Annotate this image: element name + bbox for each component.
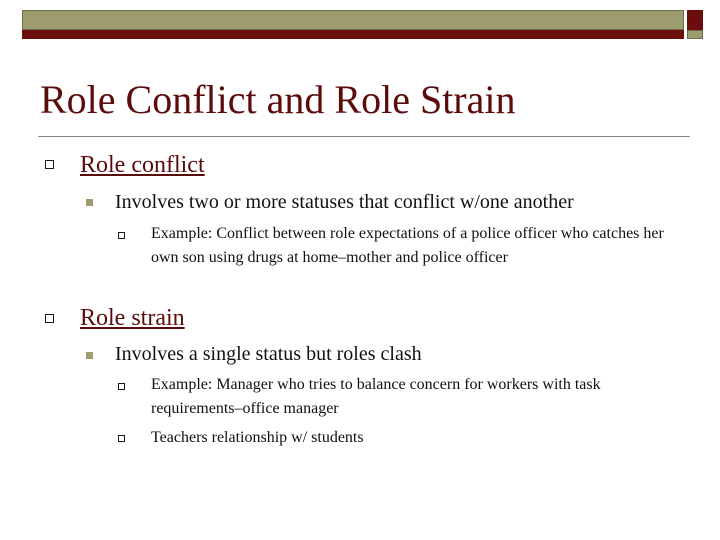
filled-square-bullet-icon bbox=[86, 199, 93, 206]
section-subpoint: Example: Conflict between role expectations of a police officer who catches her own son using drugs at home–mother and police officer bbox=[151, 225, 664, 266]
title-divider bbox=[38, 136, 690, 137]
section-heading-role-strain: Role strain bbox=[80, 305, 185, 331]
section-heading-role-conflict: Role conflict bbox=[80, 152, 205, 178]
header-red-bar bbox=[22, 30, 684, 39]
section-subpoint: Teachers relationship w/ students bbox=[151, 429, 364, 446]
small-hollow-square-bullet-icon bbox=[118, 435, 125, 442]
filled-square-bullet-icon bbox=[86, 352, 93, 359]
section-point: Involves two or more statuses that conflict w/one another bbox=[115, 191, 574, 213]
section-subpoint: Example: Manager who tries to balance concern for workers with task requirements–office manager bbox=[151, 376, 601, 417]
header-corner-square-top bbox=[687, 10, 703, 30]
small-hollow-square-bullet-icon bbox=[118, 232, 125, 239]
hollow-square-bullet-icon bbox=[45, 314, 54, 323]
hollow-square-bullet-icon bbox=[45, 160, 54, 169]
small-hollow-square-bullet-icon bbox=[118, 383, 125, 390]
section-point: Involves a single status but roles clash bbox=[115, 343, 422, 365]
header-corner-square-bottom bbox=[687, 30, 703, 39]
slide-title: Role Conflict and Role Strain bbox=[40, 77, 516, 122]
header-olive-bar bbox=[22, 10, 684, 30]
